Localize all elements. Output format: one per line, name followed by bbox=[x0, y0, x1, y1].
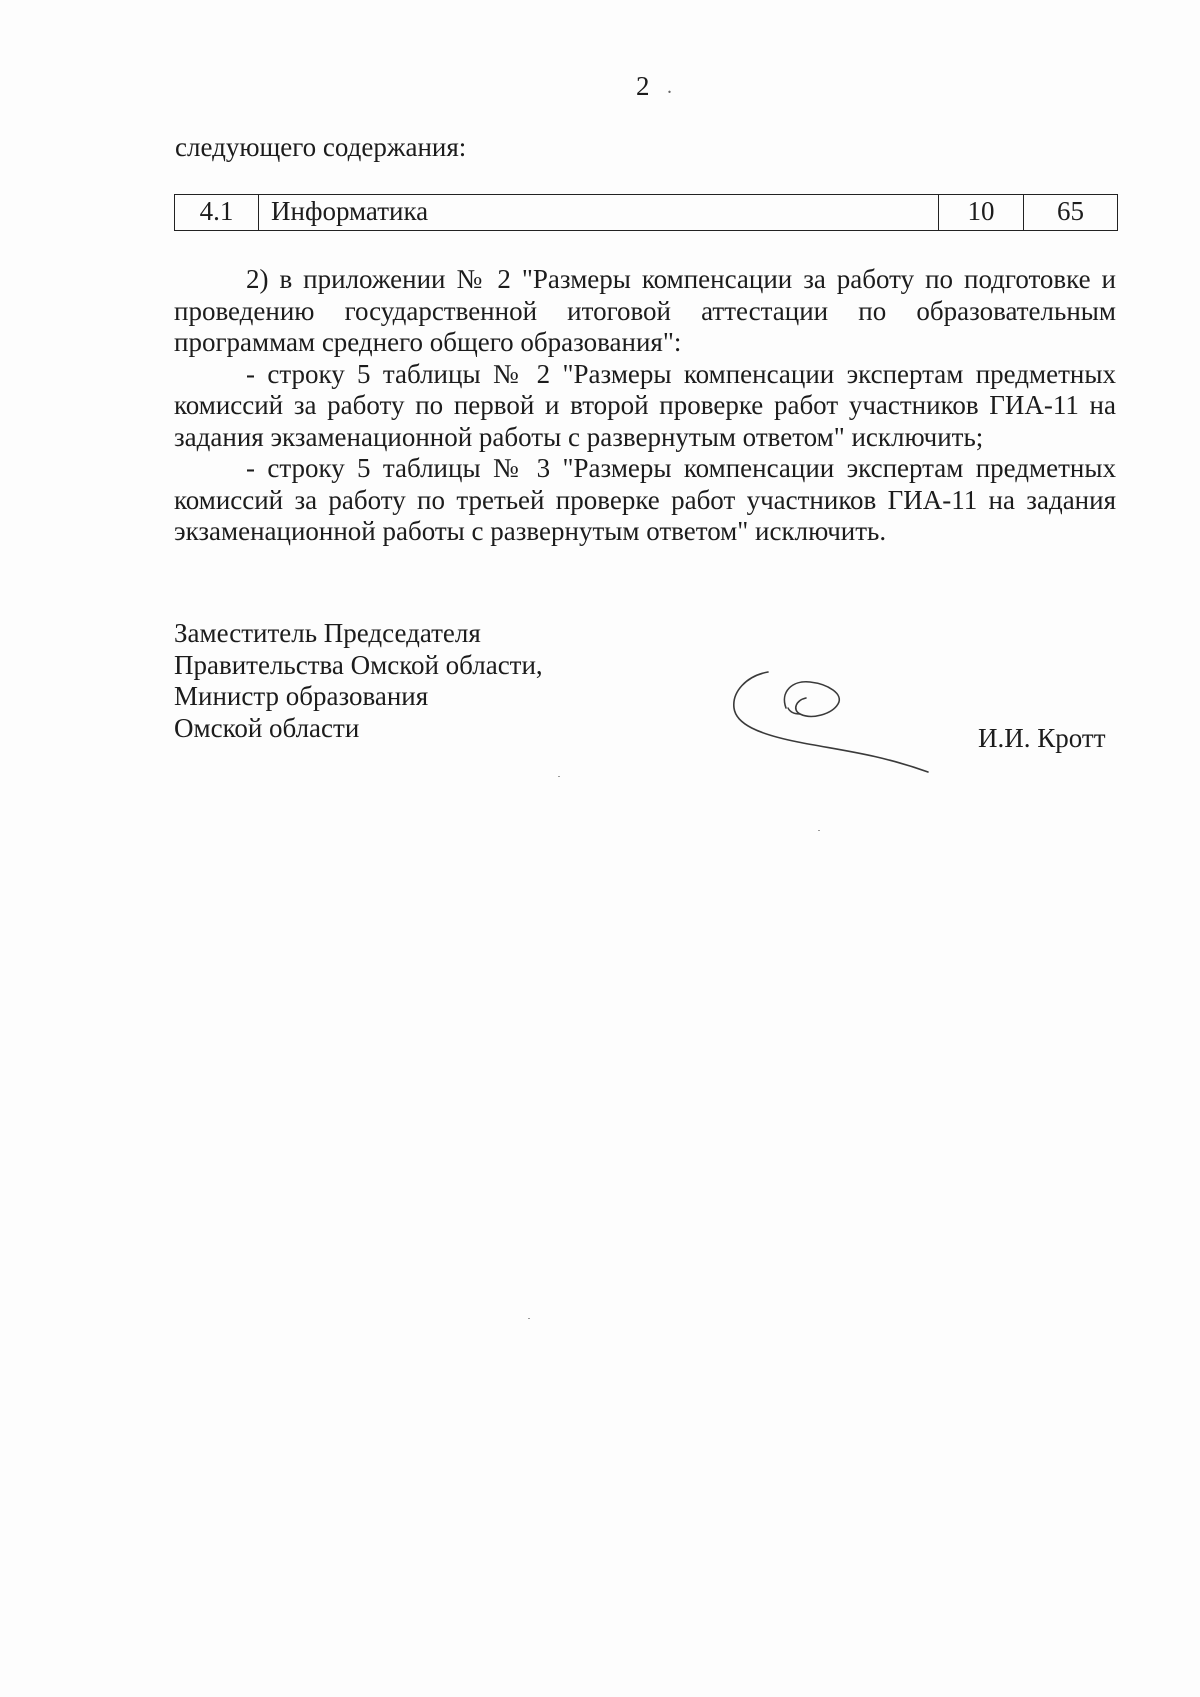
row-subject: Информатика bbox=[259, 195, 939, 231]
signatory-title-line: Омской области bbox=[174, 712, 360, 743]
table-row bbox=[175, 195, 1118, 231]
scan-speck bbox=[528, 1318, 530, 1319]
intro-line: следующего содержания: bbox=[175, 132, 467, 162]
scan-speck bbox=[818, 830, 820, 831]
row-value-2: 65 bbox=[1024, 195, 1118, 231]
signatory-title-line: Министр образования bbox=[174, 681, 429, 711]
signer-name: И.И. Кротт bbox=[978, 723, 1106, 753]
paragraph-appendix-2: 2) в приложении № 2 "Размеры компенсации за работу по подготовке и проведению государственной итоговой аттестации по образовательным программам среднего общего образования": bbox=[174, 264, 1116, 357]
handwritten-signature bbox=[728, 662, 948, 792]
signatory-title bbox=[174, 618, 543, 744]
paragraph-table-3: - строку 5 таблицы № 3 "Размеры компенсации экспертам предметных комиссий за работу по третьей проверке работ участников ГИА-11 на задания экзаменационной работы с развернутым ответом" исключить. bbox=[174, 453, 1116, 546]
paragraph-table-2: - строку 5 таблицы № 2 "Размеры компенсации экспертам предметных комиссий за работу по первой и второй проверке работ участников ГИА-11 на задания экзаменационной работы с развернутым ответом" исключить; bbox=[174, 358, 1116, 452]
signatory-title-line: Заместитель Председателя bbox=[174, 618, 481, 648]
signatory-title-line: Правительства Омской области, bbox=[174, 649, 543, 680]
row-code: 4.1 bbox=[175, 195, 259, 231]
row-value-1: 10 bbox=[939, 195, 1024, 231]
page-number-mark: . bbox=[667, 76, 672, 98]
page-number: 2 bbox=[636, 71, 650, 101]
scan-speck bbox=[558, 776, 560, 777]
amendment-table bbox=[174, 194, 1118, 231]
body-text bbox=[174, 264, 1116, 548]
